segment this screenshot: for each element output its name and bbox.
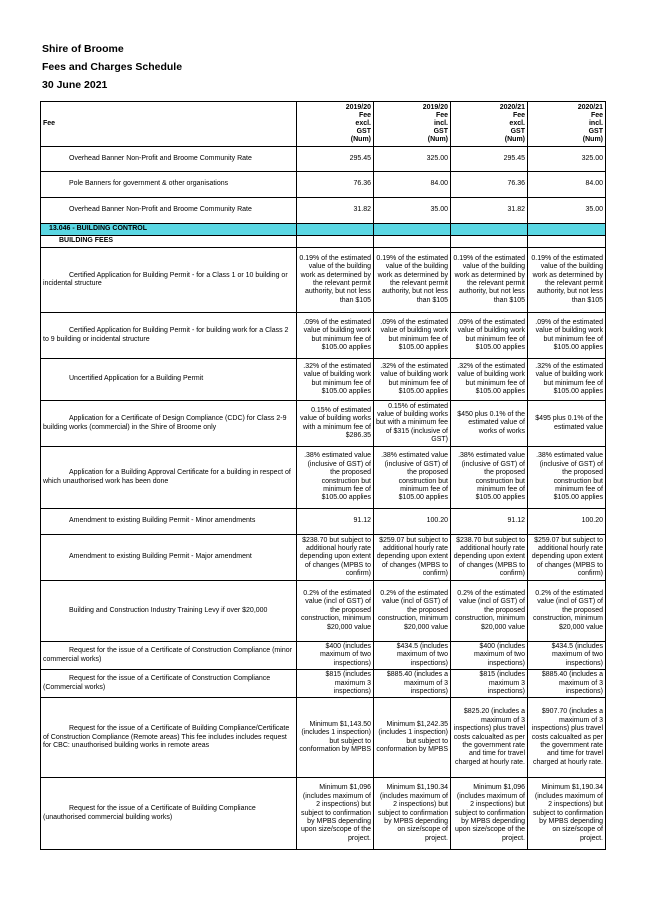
fee-description [41,248,297,313]
fee-2020-21-excl-gst: Minimum $1,096 (includes maximum of 2 inspections) but subject to confirmation by MPBS depending upon size/scope of the project. [451,778,528,850]
table-row [41,698,606,778]
fee-description [41,172,297,198]
fee-2020-21-excl-gst: $815 (includes maximum 3 inspections) [451,670,528,698]
fee-2019-20-incl-gst: 100.20 [374,509,451,535]
fee-2020-21-incl-gst: 0.2% of the estimated value (incl of GST) of the proposed construction, minimum $20,000 value [528,581,606,642]
fee-description-text: Certified Application for Building Permit - for building work for a Class 2 to 9 building or incidental structure [43,327,289,343]
fee-2020-21-excl-gst: 76.36 [451,172,528,198]
fee-2020-21-incl-gst: 100.20 [528,509,606,535]
fee-2020-21-excl-gst: 91.12 [451,509,528,535]
fee-description-text: Certified Application for Building Permit - for a Class 1 or 10 building or incidental structure [43,271,288,287]
fee-2020-21-incl-gst: $434.5 (includes maximum of two inspections) [528,642,606,670]
fee-2020-21-incl-gst: 325.00 [528,147,606,172]
fee-description [41,359,297,401]
fee-2019-20-incl-gst: $259.07 but subject to additional hourly rate depending upon extent of changes (MPBS to confirm) [374,535,451,581]
fee-2019-20-excl-gst: 0.2% of the estimated value (incl of GST) of the proposed construction, minimum $20,000 value [297,581,374,642]
fee-2019-20-excl-gst: .09% of the estimated value of building work but minimum fee of $105.00 applies [297,313,374,359]
fee-2019-20-incl-gst: Minimum $1,242.35 (includes 1 inspection) but subject to conformation by MPBS [374,698,451,778]
fee-description-text: Application for a Building Approval Certificate for a building in respect of which unauthorised work has been done [43,469,291,485]
fee-2019-20-incl-gst: Minimum $1,190.34 (includes maximum of 2 inspections) but subject to confirmation by MPBS depending on size/scope of project. [374,778,451,850]
fee-2020-21-incl-gst: 84.00 [528,172,606,198]
subsection-header-row [41,236,606,248]
table-row [41,147,606,172]
fee-description [41,778,297,850]
empty-cell [374,224,451,236]
fee-2020-21-excl-gst: $400 (includes maximum of two inspections) [451,642,528,670]
fee-2020-21-excl-gst: 0.19% of the estimated value of the building work as determined by the relevant permit authority, but not less than $105 [451,248,528,313]
col-line: 2020/21 [577,103,603,111]
fee-2019-20-excl-gst: $238.70 but subject to additional hourly rate depending upon extent of changes (MPBS to confirm) [297,535,374,581]
fee-description [41,642,297,670]
fee-description [41,698,297,778]
fee-description [41,401,297,447]
col-line: GST [588,128,603,136]
fee-2020-21-incl-gst: 35.00 [528,198,606,224]
fee-description-text: Pole Banners for government & other organisations [69,180,229,188]
col-line: Fee [358,111,371,119]
fee-2019-20-incl-gst: 84.00 [374,172,451,198]
fee-2019-20-excl-gst: $815 (includes maximum 3 inspections) [297,670,374,698]
fee-2019-20-incl-gst: 0.2% of the estimated value (incl of GST) of the proposed construction, minimum $20,000 value [374,581,451,642]
fee-description [41,670,297,698]
empty-cell [374,236,451,248]
column-header-2020-21-incl [528,102,606,147]
fee-2019-20-incl-gst: 35.00 [374,198,451,224]
fee-2020-21-incl-gst: Minimum $1,190.34 (includes maximum of 2 inspections) but subject to confirmation by MPBS depending on size/scope of project. [528,778,606,850]
empty-cell [528,224,606,236]
empty-cell [451,236,528,248]
fee-2020-21-incl-gst: $907.70 (includes a maximum of 3 inspections) plus travel costs calcualted as per the government rate and time for travel charged at hourly rate. [528,698,606,778]
col-line: incl. [433,119,448,127]
fee-2019-20-incl-gst: 325.00 [374,147,451,172]
fee-description-text: Request for the issue of a Certificate of Construction Compliance (Commercial works) [43,675,271,691]
fee-2020-21-incl-gst: $495 plus 0.1% of the estimated value [528,401,606,447]
fee-description-text: Request for the issue of a Certificate of Building Compliance/Certificate of Construction Compliance (Remote areas) This fee includes includes request for CBC: unauthorised building works in remote areas [43,725,290,750]
fee-2020-21-incl-gst: $885.40 (includes a maximum of 3 inspections) [528,670,606,698]
column-header-2019-20-excl [297,102,374,147]
col-line: excl. [355,119,371,127]
fee-2019-20-excl-gst: .38% estimated value (inclusive of GST) of the proposed construction but minimum fee of $105.00 applies [297,447,374,509]
fee-description-text: Application for a Certificate of Design Compliance (CDC) for Class 2-9 building works (commercial) in the Shire of Broome only [43,415,287,431]
document-title: Fees and Charges Schedule [42,61,183,73]
col-line: GST [433,128,448,136]
fee-description [41,581,297,642]
fee-description [41,198,297,224]
fee-2019-20-excl-gst: Minimum $1,143.50 (includes 1 inspection) but subject to conformation by MPBS [297,698,374,778]
fee-2019-20-excl-gst: Minimum $1,096 (includes maximum of 2 inspections) but subject to confirmation by MPBS depending upon size/scope of the project. [297,778,374,850]
table-row [41,248,606,313]
table-row [41,642,606,670]
fee-2020-21-excl-gst: .09% of the estimated value of building work but minimum fee of $105.00 applies [451,313,528,359]
fee-column-header: Fee [41,102,297,147]
fee-description-text: Amendment to existing Building Permit - Minor amendments [69,517,256,525]
fee-2019-20-incl-gst: 0.15% of estimated value of building works but with a minimum fee of $315 (inclusive of GST) [374,401,451,447]
col-line: 2020/21 [499,103,525,111]
table-row [41,447,606,509]
col-line: Fee [590,111,603,119]
fee-description [41,509,297,535]
table-row [41,535,606,581]
fee-description-text: Overhead Banner Non-Profit and Broome Community Rate [69,154,252,162]
empty-cell [297,224,374,236]
fee-2020-21-excl-gst: .38% estimated value (inclusive of GST) of the proposed construction but minimum fee of $105.00 applies [451,447,528,509]
table-row [41,172,606,198]
fee-2019-20-excl-gst: 0.19% of the estimated value of the building work as determined by the relevant permit authority, but not less than $105 [297,248,374,313]
fee-2020-21-incl-gst: $259.07 but subject to additional hourly rate depending upon extent of changes (MPBS to confirm) [528,535,606,581]
col-line: (Num) [427,136,448,144]
column-header-2019-20-incl [374,102,451,147]
empty-cell [451,224,528,236]
fee-2020-21-excl-gst: 295.45 [451,147,528,172]
table-row [41,778,606,850]
fees-table [40,101,606,850]
fee-2020-21-excl-gst: .32% of the estimated value of building work but minimum fee of $105.00 applies [451,359,528,401]
fee-2019-20-incl-gst: .09% of the estimated value of building work but minimum fee of $105.00 applies [374,313,451,359]
table-row [41,198,606,224]
fee-2020-21-excl-gst: $238.70 but subject to additional hourly rate depending upon extent of changes (MPBS to confirm) [451,535,528,581]
fee-2019-20-incl-gst: .32% of the estimated value of building work but minimum fee of $105.00 applies [374,359,451,401]
col-line: GST [510,128,525,136]
document-date: 30 June 2021 [42,79,108,91]
empty-cell [528,236,606,248]
table-row [41,401,606,447]
fee-2020-21-excl-gst: $825.20 (includes a maximum of 3 inspections) plus travel costs calcualted as per the government rate and time for travel charged at hourly rate. [451,698,528,778]
fee-description-text: Request for the issue of a Certificate of Building Compliance (unauthorised commercial building works) [43,805,256,821]
fee-description [41,313,297,359]
col-line: Fee [435,111,448,119]
fee-2019-20-excl-gst: .32% of the estimated value of building work but minimum fee of $105.00 applies [297,359,374,401]
fee-2020-21-incl-gst: .38% estimated value (inclusive of GST) of the proposed construction but minimum fee of $105.00 applies [528,447,606,509]
fee-2019-20-incl-gst: .38% estimated value (inclusive of GST) of the proposed construction but minimum fee of $105.00 applies [374,447,451,509]
fee-2019-20-incl-gst: $434.5 (includes maximum of two inspections) [374,642,451,670]
table-row [41,359,606,401]
table-header-row [41,102,606,147]
fee-description [41,535,297,581]
fee-description-text: Uncertified Application for a Building Permit [69,375,204,383]
table-row [41,313,606,359]
fee-2019-20-excl-gst: 31.82 [297,198,374,224]
fee-2020-21-excl-gst: 0.2% of the estimated value (incl of GST) of the proposed construction, minimum $20,000 value [451,581,528,642]
table-row [41,509,606,535]
fee-description-text: Overhead Banner Non-Profit and Broome Community Rate [69,206,252,214]
fee-2019-20-excl-gst: 0.15% of estimated value of building works with a minimum fee of $286.35 [297,401,374,447]
fee-2020-21-excl-gst: $450 plus 0.1% of the estimated value of works of works [451,401,528,447]
fee-2020-21-excl-gst: 31.82 [451,198,528,224]
fee-2019-20-incl-gst: 0.19% of the estimated value of the building work as determined by the relevant permit authority, but not less than $105 [374,248,451,313]
fee-2019-20-excl-gst: 295.45 [297,147,374,172]
fee-2020-21-incl-gst: .32% of the estimated value of building work but minimum fee of $105.00 applies [528,359,606,401]
col-line: incl. [588,119,603,127]
fee-2020-21-incl-gst: 0.19% of the estimated value of the building work as determined by the relevant permit authority, but not less than $105 [528,248,606,313]
section-title: 13.046 - BUILDING CONTROL [41,224,297,236]
fee-description [41,147,297,172]
col-line: (Num) [350,136,371,144]
fee-2019-20-incl-gst: $885.40 (includes a maximum of 3 inspections) [374,670,451,698]
col-line: 2019/20 [422,103,448,111]
col-line: GST [356,128,371,136]
table-row [41,670,606,698]
empty-cell [297,236,374,248]
fee-description-text: Building and Construction Industry Training Levy if over $20,000 [69,606,268,614]
table-row [41,581,606,642]
col-line: excl. [509,119,525,127]
col-line: (Num) [582,136,603,144]
column-header-2020-21-excl [451,102,528,147]
fee-2019-20-excl-gst: $400 (includes maximum of two inspections) [297,642,374,670]
fee-description-text: Amendment to existing Building Permit - Major amendment [69,553,252,561]
fee-2019-20-excl-gst: 76.36 [297,172,374,198]
fee-description [41,447,297,509]
fee-2020-21-incl-gst: .09% of the estimated value of building work but minimum fee of $105.00 applies [528,313,606,359]
fee-description-text: Request for the issue of a Certificate of Construction Compliance (minor commercial works) [43,647,292,663]
fee-2019-20-excl-gst: 91.12 [297,509,374,535]
col-line: Fee [512,111,525,119]
col-line: (Num) [504,136,525,144]
org-name: Shire of Broome [42,43,124,55]
section-header-row [41,224,606,236]
fee-rows [41,147,606,850]
subsection-title: BUILDING FEES [41,236,297,248]
col-line: 2019/20 [345,103,371,111]
